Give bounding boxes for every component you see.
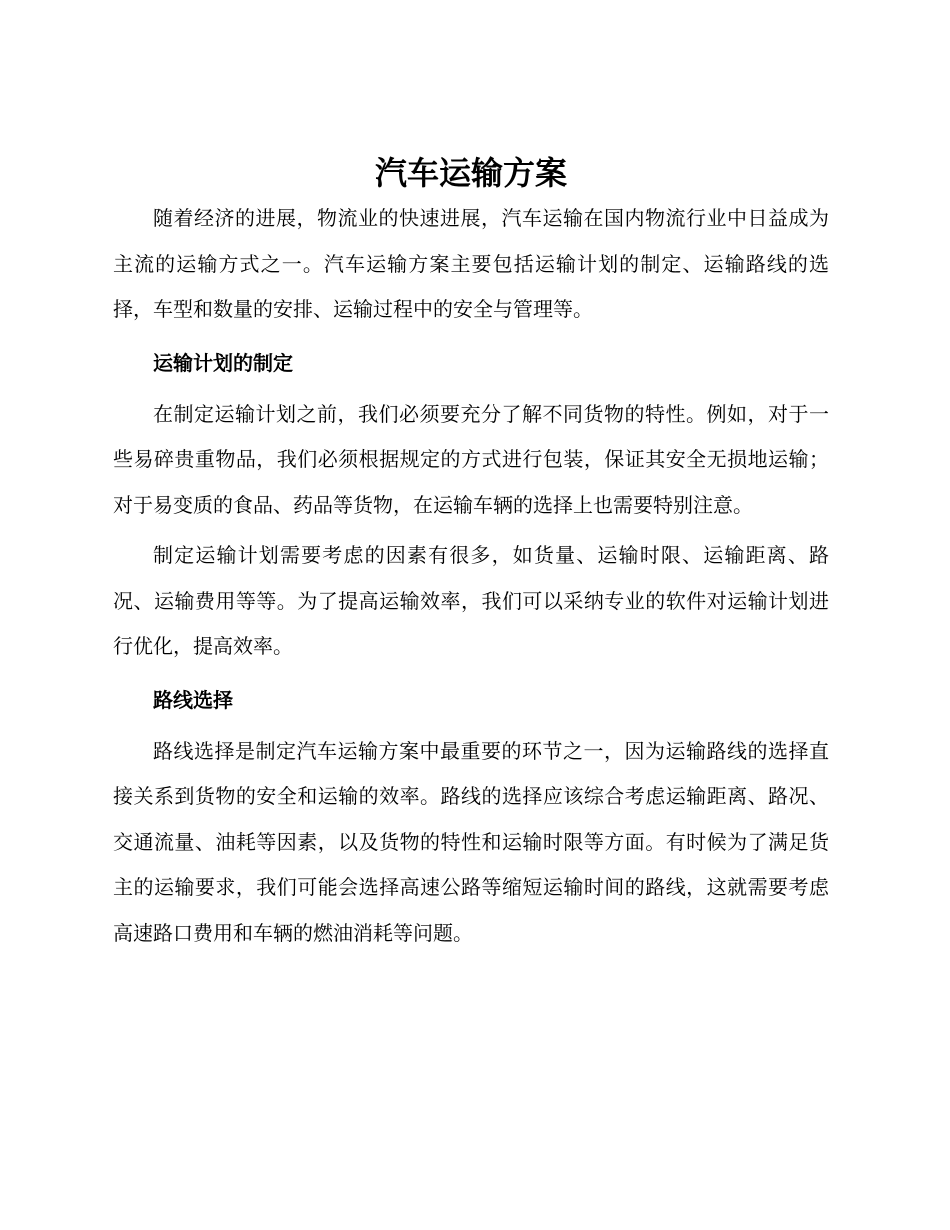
intro-paragraph: 随着经济的进展，物流业的快速进展，汽车运输在国内物流行业中日益成为主流的运输方式之一。汽车运输方案主要包括运输计划的制定、运输路线的选择，车型和数量的安排、运输过程中的安全与管理等。 [113,206,829,321]
transport-plan-paragraph-2: 制定运输计划需要考虑的因素有很多，如货量、运输时限、运输距离、路况、运输费用等等。为了提高运输效率，我们可以采纳专业的软件对运输计划进行优化，提高效率。 [113,543,829,658]
section-heading-transport-plan: 运输计划的制定 [153,350,293,375]
transport-plan-paragraph-1: 在制定运输计划之前，我们必须要充分了解不同货物的特性。例如，对于一些易碎贵重物品，我们必须根据规定的方式进行包装，保证其安全无损地运输；对于易变质的食品、药品等货物，在运输车辆的选择上也需要特别注意。 [113,401,829,517]
document-page [113,150,829,956]
section-heading-route-selection: 路线选择 [153,687,233,712]
document-title: 汽车运输方案 [374,154,567,192]
route-selection-paragraph-1: 路线选择是制定汽车运输方案中最重要的环节之一，因为运输路线的选择直接关系到货物的安全和运输的效率。路线的选择应该综合考虑运输距离、路况、交通流量、油耗等因素，以及货物的特性和运输时限等方面。有时候为了满足货主的运输要求，我们可能会选择高速公路等缩短运输时间的路线，这就需要考虑高速路口费用和车辆的燃油消耗等问题。 [113,738,829,945]
